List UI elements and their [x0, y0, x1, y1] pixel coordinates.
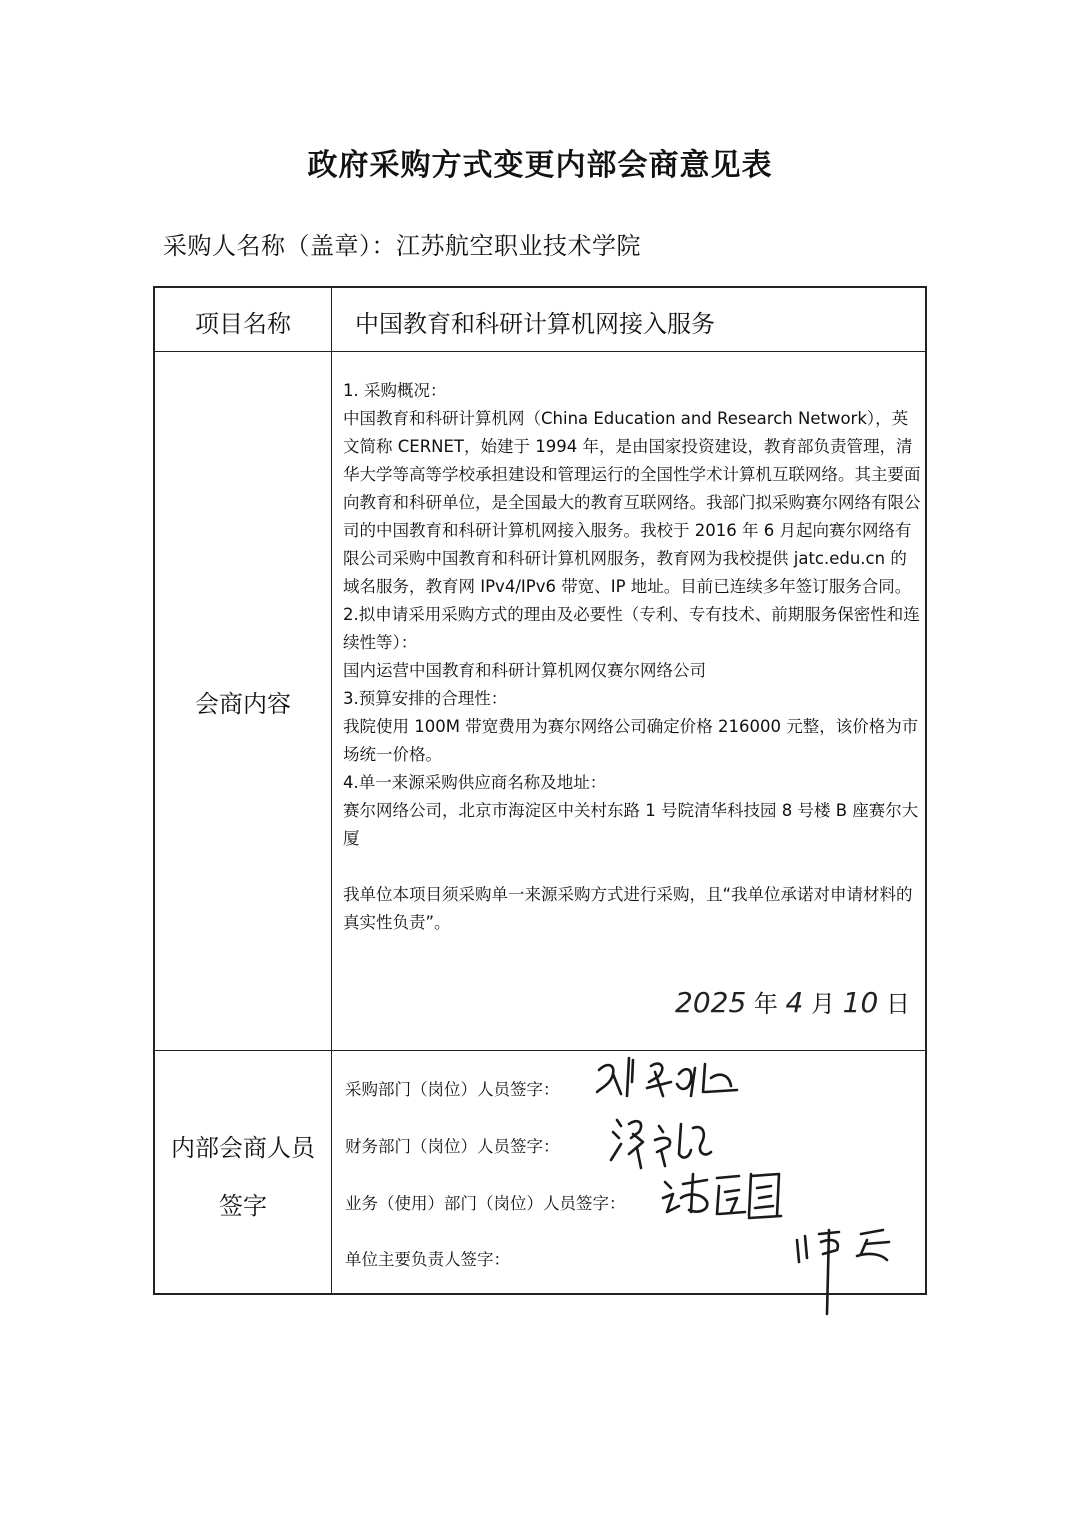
- date-month-handwritten: 4: [785, 986, 804, 1019]
- column-divider: [331, 288, 332, 1293]
- signature-row-finance: [345, 1133, 560, 1157]
- project-name-value: 中国教育和科研计算机网接入服务: [355, 310, 715, 338]
- document-title: 政府采购方式变更内部会商意见表: [307, 148, 773, 183]
- date-month-unit: 月: [811, 990, 836, 1018]
- purchaser-line: 采购人名称（盖章）：江苏航空职业技术学院: [163, 232, 641, 260]
- project-name-label: 项目名称: [195, 310, 291, 338]
- signature-label: 业务（使用）部门（岗位）人员签字：: [345, 1194, 626, 1213]
- date-day-unit: 日: [885, 990, 910, 1018]
- signing-date: [675, 984, 910, 1019]
- content-heading-3: 3.预算安排的合理性：: [343, 689, 508, 708]
- content-spacer: [343, 853, 921, 881]
- content-heading-1: 1. 采购概况：: [343, 381, 447, 400]
- signers-label-line1: 内部会商人员: [171, 1134, 315, 1162]
- date-day-handwritten: 10: [842, 986, 879, 1019]
- content-paragraph-overview: 中国教育和科研计算机网（China Education and Research Network），英文简称 CERNET，始建于 1994 年，是由国家投资建设，教育部负责管理，清华大学等高等学校承担建设和管理运行的全国性学术计算机互联网络。其主要面向教育和科研单位，是全国最大的教育互联网络。我部门拟采购赛尔网络有限公司的中国教育和科研计算机网接入服务。我校于 2016 年 6 月起向赛尔网络有限公司采购中国教育和科研计算机网服务，教育网为我校提供 jatc.edu.cn 的域名服务，教育网 IPv4/IPv6 带宽、IP 地址。目前已连续多年签订服务合同。: [343, 409, 921, 596]
- content-paragraph-reason: 国内运营中国教育和科研计算机网仅赛尔网络公司: [343, 661, 706, 680]
- consult-content-body: [343, 377, 921, 937]
- signature-label: 单位主要负责人签字：: [345, 1250, 510, 1269]
- signature-finance-handwriting: [607, 1114, 717, 1172]
- signature-head-handwriting: [791, 1224, 899, 1320]
- row-divider-content: [155, 1050, 925, 1051]
- signature-business-handwriting: [659, 1168, 789, 1230]
- signature-label: 财务部门（岗位）人员签字：: [345, 1137, 560, 1156]
- signature-procurement-handwriting: [593, 1052, 743, 1104]
- signature-row-head: [345, 1246, 510, 1270]
- signature-row-procurement: [345, 1076, 560, 1100]
- consult-content-label: 会商内容: [195, 690, 291, 718]
- date-year-unit: 年: [753, 990, 778, 1018]
- row-divider-project: [155, 351, 925, 352]
- content-paragraph-supplier: 赛尔网络公司，北京市海淀区中关村东路 1 号院清华科技园 8 号楼 B 座赛尔大厦: [343, 801, 919, 848]
- signature-label: 采购部门（岗位）人员签字：: [345, 1080, 560, 1099]
- content-paragraph-budget: 我院使用 100M 带宽费用为赛尔网络公司确定价格 216000 元整，该价格为市场统一价格。: [343, 717, 919, 764]
- signature-row-business: [345, 1190, 626, 1214]
- content-heading-4: 4.单一来源采购供应商名称及地址：: [343, 773, 607, 792]
- content-heading-2: 2.拟申请采用采购方式的理由及必要性（专利、专有技术、前期服务保密性和连续性等）：: [343, 605, 920, 652]
- date-year-handwritten: 2025: [675, 986, 747, 1019]
- content-paragraph-commitment: 我单位本项目须采购单一来源采购方式进行采购，且“我单位承诺对申请材料的真实性负责”。: [343, 885, 913, 932]
- signers-label-line2: 签字: [219, 1192, 267, 1220]
- consultation-form-table: [153, 286, 927, 1295]
